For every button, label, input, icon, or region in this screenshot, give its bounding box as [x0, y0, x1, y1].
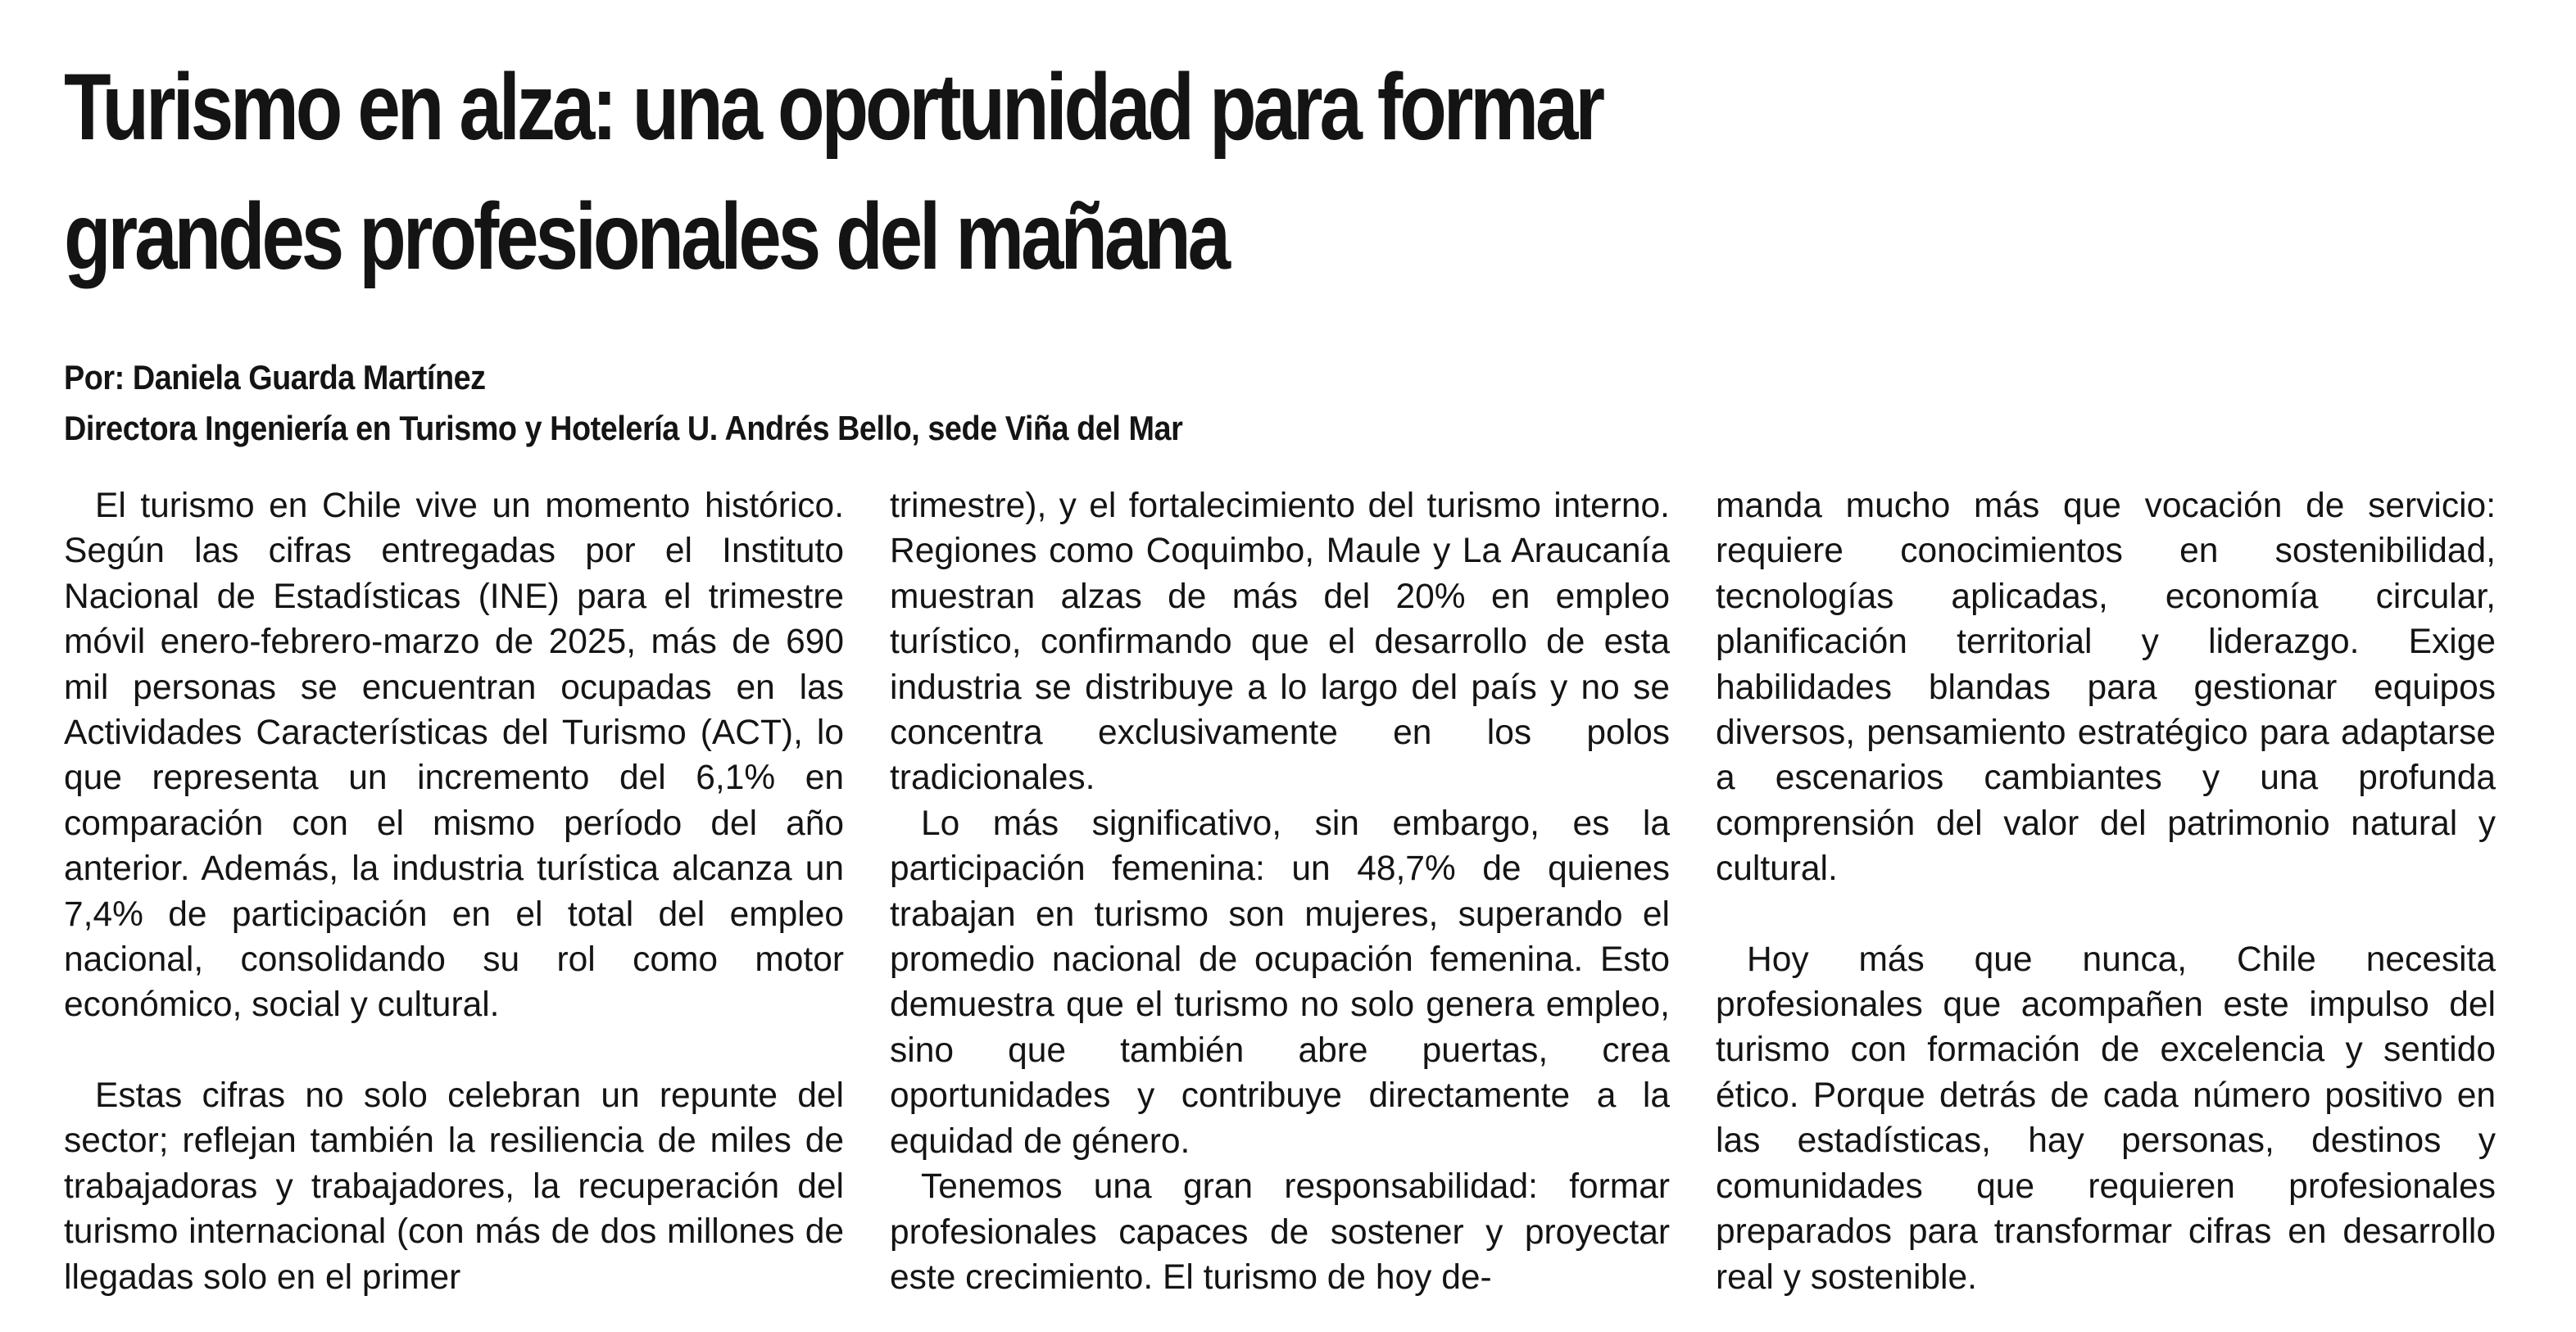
- column-1: [64, 483, 844, 1327]
- article-body: [64, 483, 2497, 1327]
- column-2: [890, 483, 1670, 1327]
- article-headline: Turismo en alza: una oportunidad para formar grandes profesionales del mañana: [64, 55, 1602, 289]
- byline: [64, 352, 1686, 454]
- author-role: Directora Ingeniería en Turismo y Hotelería U. Andrés Bello, sede Viña del Mar: [64, 409, 1183, 447]
- paragraph: Hoy más que nunca, Chile necesita profesionales que acompañen este impulso del turismo con formación de excelencia y sentido ético. Porque detrás de cada número positivo en las estadísticas, hay personas, destinos y comunidades que requieren profesionales preparados para transformar cifras en desarrollo real y sostenible.: [1716, 940, 2496, 1297]
- author-name: Por: Daniela Guarda Martínez: [64, 358, 486, 396]
- paragraph: Estas cifras no solo celebran un repunte del sector; reflejan también la resiliencia de miles de trabajadoras y trabajadores, la recuperación del turismo internacional (con más de dos millones de llegadas solo en el primer: [64, 1076, 844, 1297]
- paragraph: manda mucho más que vocación de servicio: requiere conocimientos en sostenibilidad, tecnologías aplicadas, economía circular, planificación territorial y liderazgo. Exige habilidades blandas para gestionar equipos diversos, pensamiento estratégico para adaptarse a escenarios cambiantes y una profunda comprensión del valor del patrimonio natural y cultural.: [1716, 487, 2496, 889]
- paragraph: Tenemos una gran responsabilidad: formar profesionales capaces de sostener y proyectar este crecimiento. El turismo de hoy de-: [890, 1167, 1670, 1297]
- column-3: [1716, 483, 2496, 1327]
- paragraph: El turismo en Chile vive un momento histórico. Según las cifras entregadas por el Instituto Nacional de Estadísticas (INE) para el trimestre móvil enero-febrero-marzo de 2025, más de 690 mil personas se encuentran ocupadas en las Actividades Características del Turismo (ACT), lo que representa un incremento del 6,1% en comparación con el mismo período del año anterior. Además, la industria turística alcanza un 7,4% de participación en el total del empleo nacional, consolidando su rol como motor económico, social y cultural.: [64, 487, 844, 1025]
- paragraph: trimestre), y el fortalecimiento del turismo interno. Regiones como Coquimbo, Maule y La Araucanía muestran alzas de más del 20% en empleo turístico, confirmando que el desarrollo de esta industria se distribuye a lo largo del país y no se concentra exclusivamente en los polos tradicionales.: [890, 487, 1670, 798]
- paragraph: Lo más significativo, sin embargo, es la participación femenina: un 48,7% de quienes trabajan en turismo son mujeres, superando el promedio nacional de ocupación femenina. Esto demuestra que el turismo no solo genera empleo, sino que también abre puertas, crea oportunidades y contribuye directamente a la equidad de género.: [890, 804, 1670, 1161]
